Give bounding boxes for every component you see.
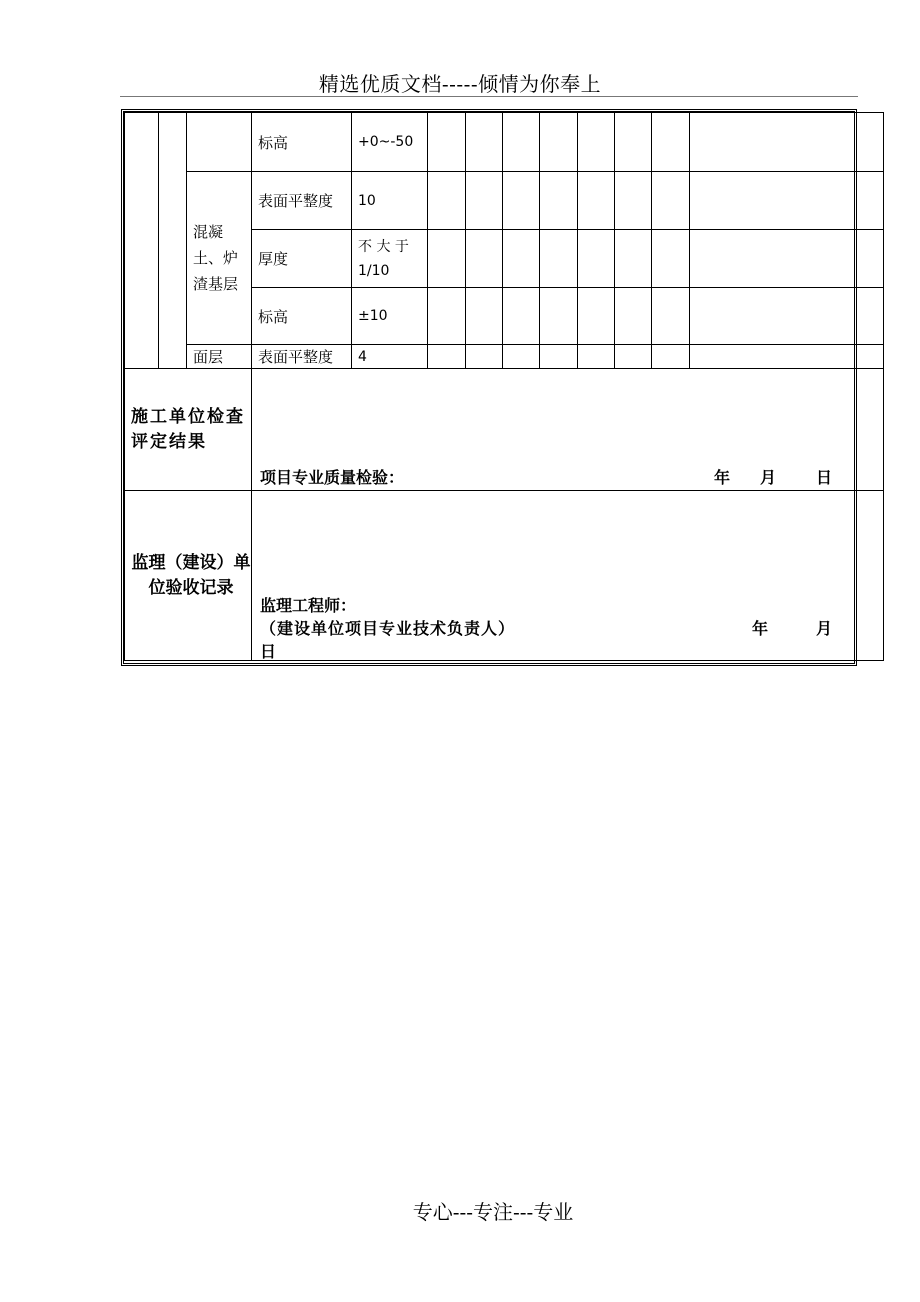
page-header: 精选优质文档-----倾情为你奉上 — [318, 72, 602, 96]
supervision-label: 监理（建设）单位验收记录 — [125, 491, 252, 661]
table-row — [125, 345, 884, 369]
allowance-cell: +0~-50 — [352, 113, 428, 172]
owner-representative-label: （建设单位项目专业技术负责人） — [260, 619, 516, 638]
item-cell: 标高 — [252, 288, 352, 345]
month-label: 月 — [816, 619, 833, 638]
construction-section — [125, 369, 884, 491]
supervisor-label: 监理工程师： — [260, 596, 357, 615]
day-label: 日 — [260, 642, 277, 661]
month-label: 月 — [760, 468, 777, 487]
allowance-cell: ±10 — [352, 288, 428, 345]
allowance-cell: 不 大 于 1/10 — [352, 230, 428, 288]
sub-item-cell — [187, 113, 252, 172]
item-cell: 表面平整度 — [252, 172, 352, 230]
table-row — [125, 113, 884, 172]
item-cell: 厚度 — [252, 230, 352, 288]
quality-inspector-label: 项目专业质量检验： — [260, 468, 405, 487]
supervision-section — [125, 491, 884, 661]
blank-cell — [159, 113, 187, 369]
group-label-cell: 混凝土、炉渣基层 — [187, 172, 252, 345]
page-footer: 专心---专注---专业 — [412, 1200, 574, 1224]
item-cell: 表面平整度 — [252, 345, 352, 369]
header-rule — [120, 96, 858, 97]
day-label: 日 — [816, 468, 833, 487]
sub-item-cell: 面层 — [187, 345, 252, 369]
allowance-cell: 10 — [352, 172, 428, 230]
table-row — [125, 172, 884, 230]
construction-label: 施工单位检查评定结果 — [125, 369, 252, 491]
construction-result-cell — [252, 369, 884, 491]
supervision-record-cell — [252, 491, 884, 661]
item-cell: 标高 — [252, 113, 352, 172]
blank-cell — [125, 113, 159, 369]
allowance-cell: 4 — [352, 345, 428, 369]
year-label: 年 — [752, 619, 769, 638]
year-label: 年 — [714, 468, 731, 487]
inspection-table — [124, 112, 884, 661]
